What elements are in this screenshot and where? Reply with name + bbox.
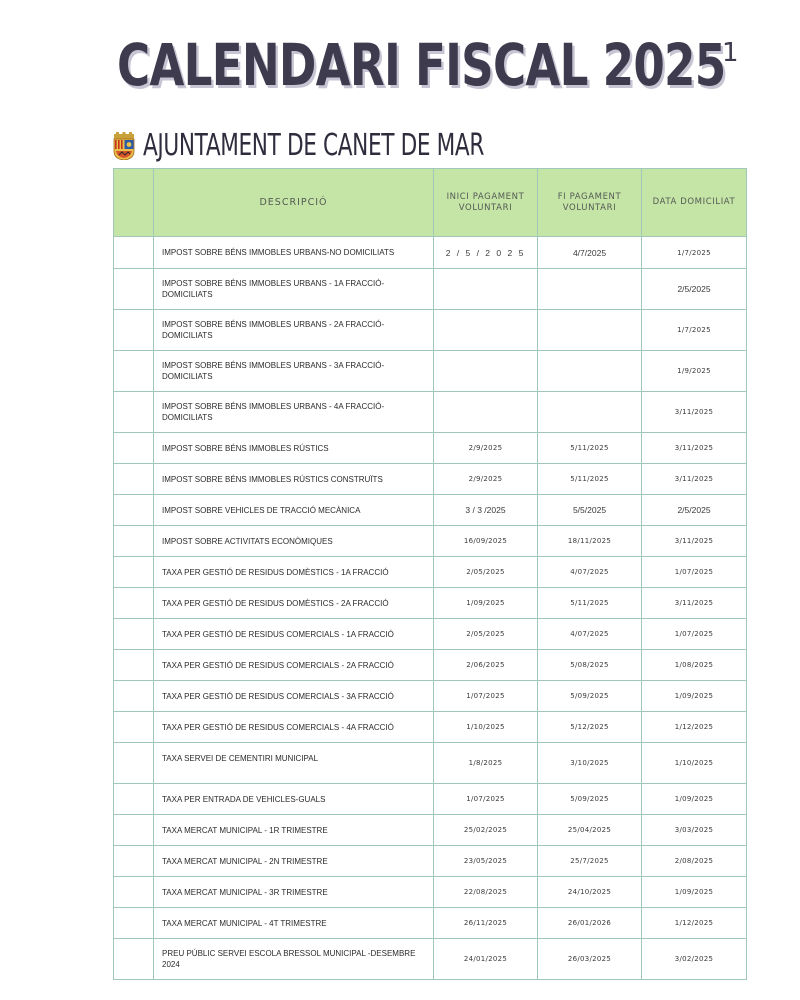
start-date-cell — [434, 392, 538, 433]
end-date-cell: 5/08/2025 — [538, 650, 642, 681]
column-header-index — [114, 169, 154, 237]
table-row — [114, 464, 747, 495]
description-cell: IMPOST SOBRE ACTIVITATS ECONÒMIQUES — [154, 526, 434, 557]
description-cell: TAXA MERCAT MUNICIPAL - 2N TRIMESTRE — [154, 846, 434, 877]
end-date-cell: 26/01/2026 — [538, 908, 642, 939]
description-cell: IMPOST SOBRE BÉNS IMMOBLES RÚSTICS — [154, 433, 434, 464]
table-row — [114, 815, 747, 846]
page-title: CALENDARI FISCAL 2025 — [117, 31, 726, 99]
start-date-cell — [434, 269, 538, 310]
table-row — [114, 908, 747, 939]
domiciled-date-cell: 1/12/2025 — [642, 908, 747, 939]
end-date-cell: 3/10/2025 — [538, 743, 642, 784]
domiciled-date-cell: 1/07/2025 — [642, 557, 747, 588]
description-cell: TAXA MERCAT MUNICIPAL - 3R TRIMESTRE — [154, 877, 434, 908]
description-cell: TAXA PER GESTIÓ DE RESIDUS COMERCIALS - 3A FRACCIÓ — [154, 681, 434, 712]
table-row — [114, 846, 747, 877]
table-row — [114, 619, 747, 650]
row-index-cell — [114, 846, 154, 877]
description-cell: TAXA SERVEI DE CEMENTIRI MUNICIPAL — [154, 743, 434, 784]
end-date-cell: 4/07/2025 — [538, 619, 642, 650]
end-date-cell — [538, 269, 642, 310]
start-date-cell: 2/06/2025 — [434, 650, 538, 681]
end-date-cell: 5/12/2025 — [538, 712, 642, 743]
row-index-cell — [114, 351, 154, 392]
row-index-cell — [114, 588, 154, 619]
end-date-cell: 25/04/2025 — [538, 815, 642, 846]
end-date-cell — [538, 310, 642, 351]
row-index-cell — [114, 743, 154, 784]
table-row — [114, 784, 747, 815]
domiciled-date-cell: 3/11/2025 — [642, 526, 747, 557]
domiciled-date-cell: 3/11/2025 — [642, 433, 747, 464]
start-date-cell — [434, 310, 538, 351]
table-row — [114, 433, 747, 464]
table-row — [114, 681, 747, 712]
column-header-domiciled: DATA DOMICILIAT — [642, 169, 747, 237]
table-row — [114, 557, 747, 588]
end-date-cell: 26/03/2025 — [538, 939, 642, 980]
description-cell: TAXA MERCAT MUNICIPAL - 1R TRIMESTRE — [154, 815, 434, 846]
start-date-cell — [434, 351, 538, 392]
start-date-cell: 25/02/2025 — [434, 815, 538, 846]
start-date-cell: 23/05/2025 — [434, 846, 538, 877]
table-row — [114, 650, 747, 681]
domiciled-date-cell: 1/09/2025 — [642, 681, 747, 712]
domiciled-date-cell: 1/9/2025 — [642, 351, 747, 392]
description-cell: TAXA PER GESTIÓ DE RESIDUS COMERCIALS - 4A FRACCIÓ — [154, 712, 434, 743]
row-index-cell — [114, 269, 154, 310]
row-index-cell — [114, 650, 154, 681]
table-row — [114, 526, 747, 557]
row-index-cell — [114, 310, 154, 351]
domiciled-date-cell: 1/10/2025 — [642, 743, 747, 784]
start-date-cell: 22/08/2025 — [434, 877, 538, 908]
start-date-cell: 1/07/2025 — [434, 681, 538, 712]
description-cell: IMPOST SOBRE BÉNS IMMOBLES URBANS - 4A FRACCIÓ-DOMICILIATS — [154, 392, 434, 433]
start-date-cell: 2 / 5 / 2 0 2 5 — [434, 237, 538, 269]
domiciled-date-cell: 3/02/2025 — [642, 939, 747, 980]
domiciled-date-cell: 3/03/2025 — [642, 815, 747, 846]
end-date-cell: 4/7/2025 — [538, 237, 642, 269]
end-date-cell: 5/09/2025 — [538, 784, 642, 815]
domiciled-date-cell: 3/11/2025 — [642, 588, 747, 619]
description-cell: TAXA PER GESTIÓ DE RESIDUS COMERCIALS - 2A FRACCIÓ — [154, 650, 434, 681]
row-index-cell — [114, 681, 154, 712]
start-date-cell: 1/8/2025 — [434, 743, 538, 784]
table-header-row — [114, 169, 747, 237]
domiciled-date-cell: 1/08/2025 — [642, 650, 747, 681]
row-index-cell — [114, 526, 154, 557]
row-index-cell — [114, 433, 154, 464]
description-cell: IMPOST SOBRE BÉNS IMMOBLES RÚSTICS CONSTRUÏTS — [154, 464, 434, 495]
column-header-start: INICI PAGAMENT VOLUNTARI — [434, 169, 538, 237]
start-date-cell: 2/9/2025 — [434, 433, 538, 464]
end-date-cell: 25/7/2025 — [538, 846, 642, 877]
domiciled-date-cell: 1/09/2025 — [642, 784, 747, 815]
page-number: 1 — [722, 38, 739, 68]
description-cell: TAXA MERCAT MUNICIPAL - 4T TRIMESTRE — [154, 908, 434, 939]
end-date-cell — [538, 351, 642, 392]
description-cell: PREU PÚBLIC SERVEI ESCOLA BRESSOL MUNICIPAL -DESEMBRE 2024 — [154, 939, 434, 980]
domiciled-date-cell: 2/08/2025 — [642, 846, 747, 877]
table-row — [114, 495, 747, 526]
description-cell: IMPOST SOBRE BÉNS IMMOBLES URBANS-NO DOMICILIATS — [154, 237, 434, 269]
end-date-cell: 5/09/2025 — [538, 681, 642, 712]
table-row — [114, 392, 747, 433]
domiciled-date-cell: 1/09/2025 — [642, 877, 747, 908]
municipal-crest-icon — [113, 132, 135, 160]
row-index-cell — [114, 237, 154, 269]
start-date-cell: 24/01/2025 — [434, 939, 538, 980]
end-date-cell: 5/11/2025 — [538, 464, 642, 495]
end-date-cell: 5/11/2025 — [538, 433, 642, 464]
description-cell: TAXA PER GESTIÓ DE RESIDUS DOMÈSTICS - 2A FRACCIÓ — [154, 588, 434, 619]
row-index-cell — [114, 557, 154, 588]
end-date-cell: 24/10/2025 — [538, 877, 642, 908]
end-date-cell: 4/07/2025 — [538, 557, 642, 588]
fiscal-calendar-table — [113, 168, 747, 980]
table-row — [114, 310, 747, 351]
start-date-cell: 1/07/2025 — [434, 784, 538, 815]
table-row — [114, 877, 747, 908]
row-index-cell — [114, 392, 154, 433]
description-cell: TAXA PER GESTIÓ DE RESIDUS COMERCIALS - 1A FRACCIÓ — [154, 619, 434, 650]
start-date-cell: 1/09/2025 — [434, 588, 538, 619]
organization-name: AJUNTAMENT DE CANET DE MAR — [143, 128, 484, 163]
column-header-end: FI PAGAMENT VOLUNTARI — [538, 169, 642, 237]
table-row — [114, 351, 747, 392]
end-date-cell: 18/11/2025 — [538, 526, 642, 557]
row-index-cell — [114, 712, 154, 743]
table-row — [114, 269, 747, 310]
row-index-cell — [114, 495, 154, 526]
table-row — [114, 939, 747, 980]
end-date-cell: 5/11/2025 — [538, 588, 642, 619]
table-row — [114, 237, 747, 269]
domiciled-date-cell: 1/7/2025 — [642, 237, 747, 269]
organization-header — [113, 126, 617, 166]
table-row — [114, 712, 747, 743]
domiciled-date-cell: 2/5/2025 — [642, 269, 747, 310]
start-date-cell: 1/10/2025 — [434, 712, 538, 743]
row-index-cell — [114, 877, 154, 908]
end-date-cell — [538, 392, 642, 433]
start-date-cell: 2/05/2025 — [434, 557, 538, 588]
domiciled-date-cell: 3/11/2025 — [642, 464, 747, 495]
row-index-cell — [114, 784, 154, 815]
start-date-cell: 2/05/2025 — [434, 619, 538, 650]
start-date-cell: 3 / 3 /2025 — [434, 495, 538, 526]
table-row — [114, 743, 747, 784]
start-date-cell: 2/9/2025 — [434, 464, 538, 495]
description-cell: IMPOST SOBRE VEHICLES DE TRACCIÓ MECÀNICA — [154, 495, 434, 526]
description-cell: TAXA PER GESTIÓ DE RESIDUS DOMÈSTICS - 1A FRACCIÓ — [154, 557, 434, 588]
row-index-cell — [114, 939, 154, 980]
domiciled-date-cell: 1/07/2025 — [642, 619, 747, 650]
description-cell: IMPOST SOBRE BÉNS IMMOBLES URBANS - 3A FRACCIÓ-DOMICILIATS — [154, 351, 434, 392]
row-index-cell — [114, 464, 154, 495]
table-row — [114, 588, 747, 619]
row-index-cell — [114, 619, 154, 650]
start-date-cell: 26/11/2025 — [434, 908, 538, 939]
description-cell: IMPOST SOBRE BÉNS IMMOBLES URBANS - 2A FRACCIÓ-DOMICILIATS — [154, 310, 434, 351]
domiciled-date-cell: 3/11/2025 — [642, 392, 747, 433]
description-cell: IMPOST SOBRE BÉNS IMMOBLES URBANS - 1A FRACCIÓ-DOMICILIATS — [154, 269, 434, 310]
domiciled-date-cell: 1/12/2025 — [642, 712, 747, 743]
domiciled-date-cell: 2/5/2025 — [642, 495, 747, 526]
start-date-cell: 16/09/2025 — [434, 526, 538, 557]
row-index-cell — [114, 815, 154, 846]
column-header-description: DESCRIPCIÓ — [154, 169, 434, 237]
domiciled-date-cell: 1/7/2025 — [642, 310, 747, 351]
description-cell: TAXA PER ENTRADA DE VEHICLES-GUALS — [154, 784, 434, 815]
row-index-cell — [114, 908, 154, 939]
end-date-cell: 5/5/2025 — [538, 495, 642, 526]
